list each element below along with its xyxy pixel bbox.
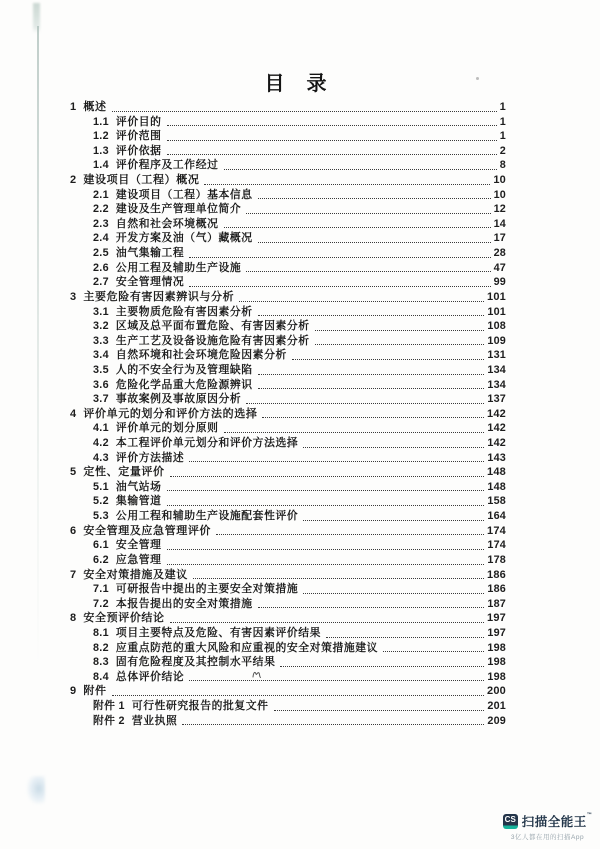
scan-smudge (27, 776, 45, 804)
dot-leader (193, 578, 484, 579)
toc-entry-page: 142 (487, 437, 506, 450)
dot-leader (224, 432, 485, 433)
toc-entry (70, 231, 506, 246)
toc-entry-page: 1 (499, 101, 506, 113)
toc-entry-title: 定性、定量评价 (83, 466, 165, 479)
dot-leader (274, 710, 485, 711)
toc-entry-page: 134 (487, 378, 506, 391)
dot-leader (303, 593, 484, 594)
toc-entry-page: 198 (487, 670, 506, 683)
toc-entry-number: 2.4 (93, 232, 109, 245)
dot-leader (258, 607, 485, 608)
toc-entry-number: 2.1 (93, 188, 109, 201)
toc-entry-number: 2.6 (93, 261, 109, 274)
toc-entry-number: 5 (70, 466, 77, 479)
toc-entry (70, 363, 506, 378)
toc-entry (70, 334, 506, 349)
toc-entry-title: 油气站场 (115, 480, 162, 493)
toc-entry-page: 101 (487, 290, 506, 303)
toc-entry-page: 201 (487, 699, 506, 712)
toc-entry-number: 2 (70, 174, 77, 187)
toc-entry-title: 开发方案及油（气）藏概况 (115, 232, 253, 245)
camscanner-tagline: 3亿人都在用的扫描App (510, 834, 585, 841)
dot-leader (167, 490, 485, 491)
dot-leader (204, 184, 490, 185)
toc-entry-number: 3.4 (93, 349, 109, 362)
toc-entry-title: 建设项目（工程）基本信息 (115, 188, 253, 201)
toc-entry-title: 安全对策措施及建议 (83, 568, 188, 581)
toc-entry-page: 14 (493, 217, 506, 230)
toc-entry-title: 自然环境和社会环境危险因素分析 (115, 349, 287, 362)
toc-entry-title: 油气集输工程 (115, 247, 185, 260)
toc-entry (70, 582, 506, 597)
dot-leader (246, 213, 490, 214)
toc-entry-title: 评价目的 (115, 115, 162, 128)
toc-entry-number: 2.7 (93, 276, 109, 289)
toc-entry-page: 108 (487, 320, 506, 333)
toc-entry (70, 407, 506, 422)
toc-entry-number: 4 (70, 407, 77, 420)
toc-entry-number: 8.3 (93, 656, 109, 669)
toc-entry-number: 6.1 (93, 539, 109, 552)
toc-entry-number: 7.2 (93, 597, 109, 610)
toc-entry (70, 524, 506, 539)
toc-entry-page: 1 (499, 115, 506, 128)
toc-entry-title: 评价依据 (115, 144, 162, 157)
toc-entry-title: 概述 (83, 101, 107, 113)
toc-entry (70, 451, 506, 466)
toc-entry (70, 202, 506, 217)
toc-entry-number: 3.7 (93, 393, 109, 406)
dot-leader (167, 140, 497, 141)
toc-entry-page: 186 (487, 568, 506, 581)
toc-entry-title: 本工程评价单元划分和评价方法选择 (115, 437, 299, 450)
toc-entry-number: 1.2 (93, 130, 109, 143)
toc-entry-title: 事故案例及事故原因分析 (115, 393, 242, 406)
toc-entry-page: 10 (493, 188, 506, 201)
toc-entry (70, 626, 506, 641)
toc-entry-title: 建设项目（工程）概况 (83, 174, 200, 187)
toc-entry-page: 186 (487, 583, 506, 596)
toc-entry-number: 2.2 (93, 203, 109, 216)
toc-entry (70, 261, 506, 276)
dot-leader (170, 622, 484, 623)
toc-entry-title: 区域及总平面布置危险、有害因素分析 (115, 320, 310, 333)
dot-leader (383, 651, 484, 652)
toc-entry-number: 附件 2 (93, 714, 125, 727)
toc-entry-page: 174 (487, 524, 506, 537)
toc-entry (70, 348, 506, 363)
dot-leader (167, 505, 485, 506)
dot-leader (246, 271, 490, 272)
dot-leader (258, 374, 485, 375)
toc-entry (70, 378, 506, 393)
toc-entry (70, 436, 506, 451)
toc-entry-title: 可行性研究报告的批复文件 (131, 699, 269, 712)
toc-entry-page: 2 (499, 144, 506, 157)
toc-entry-title: 评价程序及工作经过 (115, 159, 219, 172)
dot-leader (216, 534, 484, 535)
toc-entry-title: 项目主要特点及危险、有害因素评价结果 (115, 626, 322, 639)
toc-entry (70, 568, 506, 583)
toc-entry (70, 275, 506, 290)
toc-entry-title: 评价方法描述 (115, 451, 185, 464)
toc-entry-title: 附件 (83, 685, 107, 698)
toc-entry-number: 9 (70, 685, 77, 698)
dot-leader (262, 417, 484, 418)
toc-entry-title: 生产工艺及设备设施危险有害因素分析 (115, 334, 310, 347)
toc-entry (70, 538, 506, 553)
toc-entry-number: 3.6 (93, 378, 109, 391)
toc-entry-number: 1.4 (93, 159, 109, 172)
toc-entry (70, 684, 506, 699)
page-title: 目 录 (264, 73, 328, 95)
toc-entry-number: 1.1 (93, 115, 109, 128)
toc-entry-page: 28 (493, 247, 506, 260)
toc-entry-number: 7.1 (93, 583, 109, 596)
toc-entry-page: 47 (493, 261, 506, 274)
dot-leader (315, 344, 485, 345)
dot-leader (112, 111, 497, 112)
toc-entry (70, 144, 506, 159)
toc-entry-title: 自然和社会环境概况 (115, 217, 219, 230)
toc-entry-number: 3.3 (93, 334, 109, 347)
camscanner-watermark (500, 812, 595, 841)
dot-leader (326, 637, 484, 638)
toc-entry-page: 158 (487, 495, 506, 508)
toc-entry (70, 246, 506, 261)
toc-entry-page: 109 (487, 334, 506, 347)
toc-entry-number: 6.2 (93, 553, 109, 566)
toc-entry (70, 641, 506, 656)
toc-entry-title: 安全预评价结论 (83, 612, 165, 625)
toc-entry-title: 评价范围 (115, 130, 162, 143)
dot-leader (280, 666, 484, 667)
toc-entry (70, 611, 506, 626)
toc-entry (70, 115, 506, 130)
toc-entry-title: 评价单元的划分和评价方法的选择 (83, 407, 258, 420)
toc-entry (70, 319, 506, 334)
dot-leader (303, 447, 484, 448)
toc-entry-number: 7 (70, 568, 77, 581)
toc-entry (70, 597, 506, 612)
toc-entry-page: 209 (487, 714, 506, 727)
toc-entry-page: 197 (487, 626, 506, 639)
toc-entry (70, 655, 506, 670)
toc-entry-title: 应重点防范的重大风险和应重视的安全对策措施建议 (115, 641, 379, 654)
scan-crease-line (37, 26, 39, 666)
toc-entry-page: 8 (499, 159, 506, 172)
dot-leader (292, 359, 485, 360)
toc-entry-number: 5.1 (93, 480, 109, 493)
toc-entry (70, 217, 506, 232)
dot-leader (189, 680, 484, 681)
toc-entry-title: 应急管理 (115, 553, 162, 566)
toc-entry (70, 158, 506, 173)
toc-entry (70, 480, 506, 495)
toc-entry-page: 174 (487, 539, 506, 552)
dot-leader (258, 198, 491, 199)
toc-entry-number: 4.3 (93, 451, 109, 464)
toc-entry-page: 197 (487, 612, 506, 625)
toc-entry-page: 134 (487, 363, 506, 376)
toc-entry-title: 可研报告中提出的主要安全对策措施 (115, 583, 299, 596)
toc-entry-page: 142 (487, 422, 506, 435)
toc-entry-number: 1.3 (93, 144, 109, 157)
toc-entry-page: 101 (487, 305, 506, 318)
toc-entry-number: 4.2 (93, 437, 109, 450)
dot-leader (224, 227, 491, 228)
trademark-mark: ™ (586, 812, 593, 818)
toc-entry-page: 198 (487, 656, 506, 669)
toc-entry-title: 本报告提出的安全对策措施 (115, 597, 253, 610)
toc-entry-page: 148 (487, 466, 506, 479)
toc-entry (70, 465, 506, 480)
toc-entry-title: 集输管道 (115, 495, 162, 508)
toc-entry-number: 2.3 (93, 217, 109, 230)
dot-leader (189, 461, 484, 462)
dot-leader (303, 520, 484, 521)
dot-leader (239, 301, 484, 302)
toc-entry-title: 固有危险程度及其控制水平结果 (115, 656, 276, 669)
toc-entry (70, 188, 506, 203)
dot-leader (167, 154, 497, 155)
camscanner-logo-icon: CS (503, 814, 518, 829)
toc-entry (70, 714, 506, 729)
toc-entry-number: 3 (70, 290, 77, 303)
toc-entry-number: 8.2 (93, 641, 109, 654)
dot-leader (189, 286, 490, 287)
toc-entry-number: 3.5 (93, 363, 109, 376)
toc-entry-number: 2.5 (93, 247, 109, 260)
toc-entry-title: 危险化学品重大危险源辨识 (115, 378, 253, 391)
dot-leader (167, 564, 485, 565)
toc-entry (70, 290, 506, 305)
toc-entry-page: 178 (487, 553, 506, 566)
dot-leader (170, 476, 484, 477)
toc-entry-title: 评价单元的划分原则 (115, 422, 219, 435)
dot-leader (315, 330, 485, 331)
toc-entry-number: 1 (70, 101, 77, 113)
toc-entry-title: 营业执照 (131, 714, 178, 727)
toc-entry-page: 198 (487, 641, 506, 654)
toc-entry-number: 3.1 (93, 305, 109, 318)
toc-entry-page: 12 (493, 203, 506, 216)
toc-entry-title: 公用工程和辅助生产设施配套性评价 (115, 510, 299, 523)
toc-entry-title: 安全管理情况 (115, 276, 185, 289)
dot-leader (112, 695, 484, 696)
toc-entry-page: 200 (487, 685, 506, 698)
dot-leader (258, 242, 491, 243)
toc-entry-number: 5.3 (93, 510, 109, 523)
toc-entry-number: 8.4 (93, 670, 109, 683)
dot-leader (258, 388, 485, 389)
toc-entry (70, 173, 506, 188)
dot-leader (182, 724, 484, 725)
dot-leader (189, 257, 490, 258)
toc-entry-number: 8.1 (93, 626, 109, 639)
toc-entry-page: 148 (487, 480, 506, 493)
toc-entry-number: 3.2 (93, 320, 109, 333)
toc-entry-title: 人的不安全行为及管理缺陷 (115, 363, 253, 376)
toc-entry-page: 187 (487, 597, 506, 610)
toc-entry-page: 99 (493, 276, 506, 289)
toc-entry-number: 8 (70, 612, 77, 625)
toc-entry-number: 5.2 (93, 495, 109, 508)
toc-entry-number: 6 (70, 524, 77, 537)
toc-entry-page: 142 (487, 407, 506, 420)
toc-entry-title: 安全管理及应急管理评价 (83, 524, 212, 537)
dot-leader (246, 403, 484, 404)
toc-entry-page: 17 (493, 232, 506, 245)
toc-entry (70, 509, 506, 524)
toc-entry (70, 670, 506, 685)
dot-leader (167, 125, 497, 126)
toc-entry (70, 129, 506, 144)
toc-entry-page: 164 (487, 510, 506, 523)
toc-entry-title: 主要危险有害因素辨识与分析 (83, 290, 235, 303)
toc-entry (70, 392, 506, 407)
toc-entry-title: 安全管理 (115, 539, 162, 552)
camscanner-brand-name: 扫描全能王™ (521, 812, 593, 829)
toc-entry-page: 10 (493, 174, 506, 187)
toc-entry (70, 100, 506, 115)
toc-entry-page: 137 (487, 393, 506, 406)
toc-entry (70, 494, 506, 509)
toc-entry-page: 131 (487, 349, 506, 362)
toc-entry-number: 4.1 (93, 422, 109, 435)
toc-entry-title: 公用工程及辅助生产设施 (115, 261, 242, 274)
toc-entry (70, 553, 506, 568)
toc-entry (70, 699, 506, 714)
toc-list (70, 100, 506, 728)
toc-entry-number: 附件 1 (93, 699, 125, 712)
toc-entry (70, 421, 506, 436)
toc-entry-page: 143 (487, 451, 506, 464)
dot-leader (258, 315, 485, 316)
toc-entry-title: 主要物质危险有害因素分析 (115, 305, 253, 318)
toc-entry-title: 总体评价结论 (115, 670, 185, 683)
toc-entry (70, 305, 506, 320)
toc-entry-title: 建设及生产管理单位简介 (115, 203, 242, 216)
dot-leader (224, 169, 497, 170)
toc-entry-page: 1 (499, 130, 506, 143)
dot-leader (167, 549, 485, 550)
